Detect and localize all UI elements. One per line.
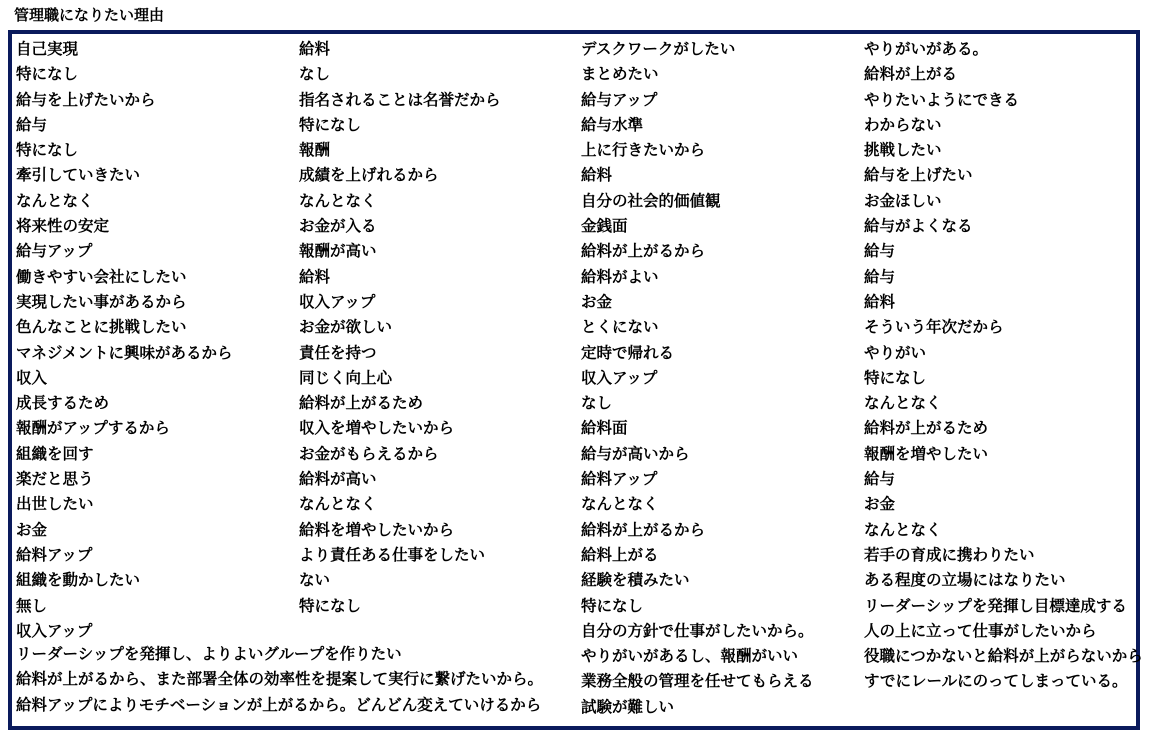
answer-cell: 特になし <box>299 115 362 134</box>
answer-cell: 若手の育成に携わりたい <box>864 545 1035 564</box>
answer-cell: 給与 <box>864 470 896 489</box>
answer-cell: 給与 <box>864 242 896 261</box>
answer-cell: 特になし <box>299 596 362 615</box>
answer-cell: 指名されることは名誉だから <box>299 90 501 109</box>
answer-cell: 特になし <box>16 141 79 160</box>
answer-cell: 人の上に立って仕事がしたいから <box>864 621 1097 640</box>
answer-cell: 報酬がアップするから <box>16 419 170 438</box>
answer-cell: 給料が上がるから <box>581 520 706 539</box>
answer-cell: 実現したい事があるから <box>16 292 187 311</box>
answer-cell: お金 <box>864 495 896 514</box>
answer-cell: なんとなく <box>16 191 94 210</box>
answer-cell: 挑戦したい <box>864 141 942 160</box>
answer-cell: 成長するため <box>16 394 110 413</box>
answer-cell: 収入を増やしたいから <box>299 419 455 438</box>
answer-cell: そういう年次だから <box>864 318 1004 337</box>
answer-cell: 自分の方針で仕事がしたいから。 <box>581 621 814 640</box>
answer-cell: 上に行きたいから <box>581 141 706 160</box>
answer-cell: 出世したい <box>16 495 94 514</box>
answer-cell: なし <box>299 65 331 84</box>
answer-cell: リーダーシップを発揮し目標達成する <box>864 596 1127 615</box>
answer-cell: なんとなく <box>581 495 659 514</box>
answer-cell: お金 <box>16 520 48 539</box>
answers-box <box>8 30 1143 730</box>
answer-cell: 給料を増やしたいから <box>299 520 455 539</box>
answer-cell: 給料アップ <box>581 470 658 489</box>
answer-cell: 給料が高い <box>299 470 377 489</box>
answer-cell: 楽だと思う <box>16 470 94 489</box>
answer-cell: 給料上がる <box>581 545 659 564</box>
answer-cell: 試験が難しい <box>581 697 675 716</box>
answer-cell: 給料が上がるため <box>299 394 424 413</box>
answer-cell: 自己実現 <box>16 40 79 58</box>
answer-cell: まとめたい <box>581 65 659 84</box>
answer-cell: 特になし <box>16 65 79 84</box>
answer-cell: とくにない <box>581 318 659 337</box>
answer-cell: デスクワークがしたい <box>581 40 736 58</box>
column-2 <box>299 37 501 619</box>
answer-cell: 報酬を増やしたい <box>864 444 989 463</box>
answer-cell: 働きやすい会社にしたい <box>16 267 187 286</box>
answer-cell: 特になし <box>864 368 927 387</box>
answer-cell: なんとなく <box>299 495 377 514</box>
answer-cell-long: 給料が上がるから、また部署全体の効率性を提案して実行に繋げたいから。 <box>16 670 544 689</box>
answer-cell: やりがいがある。 <box>864 40 989 58</box>
answer-cell: 給料 <box>864 292 896 311</box>
answer-cell: 給料アップ <box>16 545 93 564</box>
answer-cell: 報酬 <box>299 141 331 160</box>
answer-cell: 同じく向上心 <box>299 368 393 387</box>
answer-cell: 業務全般の管理を任せてもらえる <box>581 672 814 691</box>
answer-cell: なんとなく <box>299 191 377 210</box>
answer-cell: 収入アップ <box>16 621 93 640</box>
answer-cell: なんとなく <box>864 394 942 413</box>
answer-cell: なし <box>581 394 613 413</box>
answer-cell: 収入 <box>16 368 48 387</box>
answer-cell: やりがい <box>864 343 927 362</box>
answer-cell: 給料 <box>581 166 613 185</box>
answer-cell: 将来性の安定 <box>16 217 110 236</box>
answer-cell: 給与がよくなる <box>864 217 973 236</box>
answer-cell: ない <box>299 571 331 590</box>
answer-cell: 給料 <box>299 40 331 58</box>
answer-cell: やりがいがあるし、報酬がいい <box>581 647 799 666</box>
answer-cell: 報酬が高い <box>299 242 377 261</box>
answer-cell: 収入アップ <box>581 368 658 387</box>
answer-cell: 組織を回す <box>16 444 94 463</box>
answer-cell: お金 <box>581 292 613 311</box>
answer-cell-long: リーダーシップを発揮し、よりよいグループを作りたい <box>16 645 402 663</box>
answer-cell: すでにレールにのってしまっている。 <box>864 672 1128 691</box>
answer-cell: 給料面 <box>581 419 628 438</box>
answer-cell: 定時で帰れる <box>581 343 675 362</box>
answer-cell: 金銭面 <box>581 217 628 236</box>
answer-cell: 特になし <box>581 596 644 615</box>
answer-cell: マネジメントに興味があるから <box>16 343 233 362</box>
answer-cell: 無し <box>16 596 48 615</box>
column-3 <box>581 37 814 720</box>
answer-cell: お金が入る <box>299 217 377 236</box>
answer-cell: 自分の社会的価値観 <box>581 191 721 210</box>
answer-cell: 牽引していきたい <box>16 166 141 185</box>
answer-cell: お金が欲しい <box>299 318 393 337</box>
page-title: 管理職になりたい理由 <box>14 6 165 24</box>
answer-cell: 経験を積みたい <box>581 571 690 590</box>
answer-cell: 給与が高いから <box>581 444 690 463</box>
answer-cell: 給料が上がるため <box>864 419 989 438</box>
answer-cell: 収入アップ <box>299 292 376 311</box>
answer-cell: 給料が上がるから <box>581 242 706 261</box>
answer-cell: より責任ある仕事をしたい <box>299 545 486 564</box>
answer-cell: 給与 <box>864 267 896 286</box>
column-1 <box>16 37 233 644</box>
answer-cell: 給与水準 <box>581 115 644 134</box>
answer-cell: なんとなく <box>864 520 942 539</box>
answer-cell: お金ほしい <box>864 191 942 210</box>
answer-cell: 給与を上げたい <box>864 166 973 185</box>
answer-cell: わからない <box>864 115 942 134</box>
answer-cell: 色んなことに挑戦したい <box>16 318 187 337</box>
answer-cell: 責任を持つ <box>299 343 377 362</box>
answer-cell: やりたいようにできる <box>864 90 1020 109</box>
answer-cell: お金がもらえるから <box>299 444 439 463</box>
answer-cell-long: 給料アップによりモチベーションが上がるから。どんどん変えていけるから <box>16 695 542 714</box>
long-rows <box>16 642 543 718</box>
answer-cell: ある程度の立場にはなりたい <box>864 571 1066 590</box>
answer-cell: 組織を動かしたい <box>16 571 141 590</box>
answer-cell: 給料 <box>299 267 331 286</box>
answer-cell: 給料が上がる <box>864 65 958 84</box>
answer-cell: 給与を上げたいから <box>16 90 156 109</box>
answer-cell: 成績を上げれるから <box>299 166 439 185</box>
answer-cell: 給与アップ <box>581 90 658 109</box>
answer-cell: 給与アップ <box>16 242 93 261</box>
answer-cell: 給料がよい <box>581 267 659 286</box>
answer-cell: 給与 <box>16 115 48 134</box>
column-4 <box>864 37 1143 695</box>
answer-cell: 役職につかないと給料が上がらないから <box>864 647 1143 666</box>
